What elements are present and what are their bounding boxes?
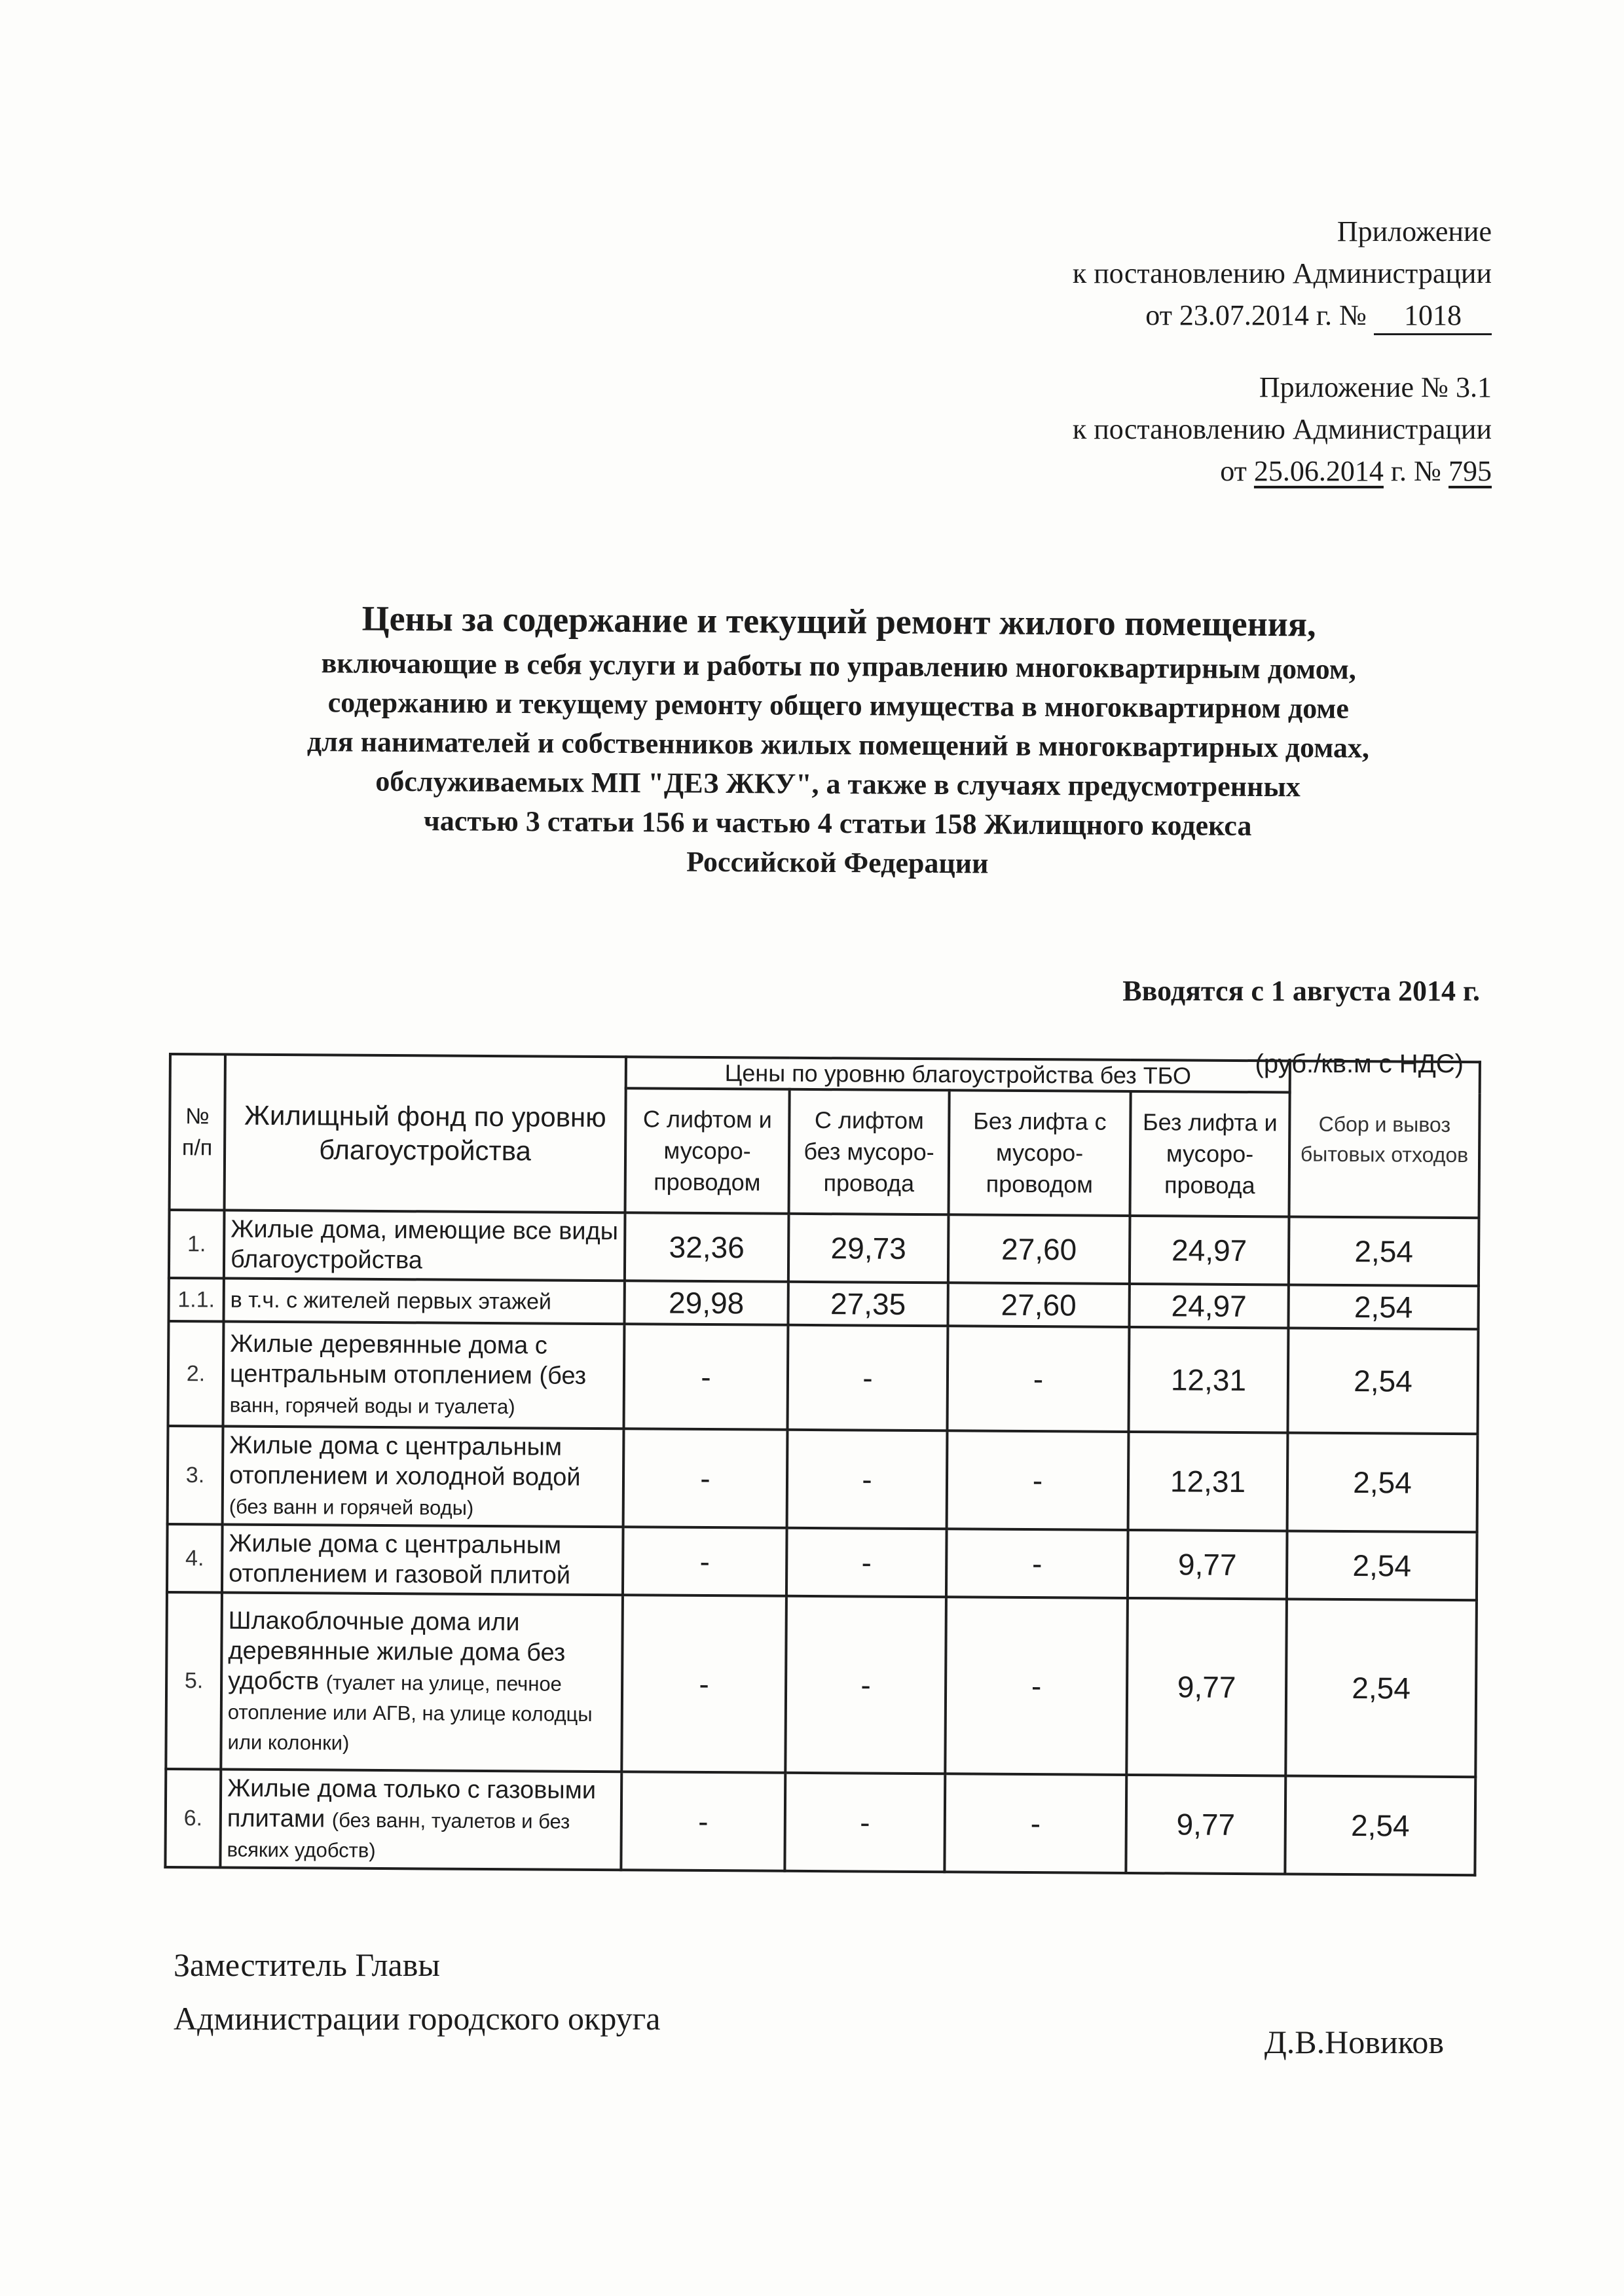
row-desc-note: (без ванн и горячей воды) <box>229 1495 474 1520</box>
row-description <box>224 1211 625 1281</box>
header-col-no-lift-no-chute: Без лифта и мусоро-провода <box>1130 1091 1290 1216</box>
row-description <box>221 1593 623 1772</box>
appendix-2-number: 795 <box>1449 455 1492 487</box>
appendix-1-block <box>1073 211 1492 337</box>
price-lift-chute: - <box>623 1429 788 1528</box>
price-lift-chute: - <box>621 1595 786 1773</box>
signature-position <box>174 1938 660 2045</box>
table-row <box>165 1769 1475 1875</box>
row-desc-text: Жилые дома с центральным отоплением и газовой плитой <box>229 1529 571 1590</box>
row-number: 3. <box>168 1426 223 1525</box>
header-num: № п/п <box>170 1054 225 1211</box>
price-no-lift-no-chute: 9,77 <box>1128 1530 1287 1599</box>
price-lift-no-chute: - <box>784 1773 945 1872</box>
row-number: 2. <box>168 1321 224 1427</box>
row-description <box>223 1322 625 1429</box>
row-desc-text: в т.ч. с жителей первых этажей <box>230 1287 552 1315</box>
row-desc-note: (туалет на улице, печное отопление или АГВ, на улице колодцы или колонки) <box>227 1671 593 1755</box>
row-desc-text: Жилые дома только с газовыми плитами <box>227 1774 597 1833</box>
row-number: 1. <box>169 1210 225 1279</box>
appendix-2-prefix: от <box>1220 455 1247 487</box>
appendix-2-date: 25.06.2014 <box>1253 455 1384 487</box>
price-tbo: 2,54 <box>1287 1432 1478 1532</box>
price-tbo: 2,54 <box>1289 1216 1479 1286</box>
row-desc-text: Жилые деревянные дома с центральным отоплением (без <box>229 1330 587 1390</box>
title-line-1: включающие в себя услуги и работы по управлению многоквартирным домом, <box>321 647 1356 685</box>
price-lift-no-chute: - <box>787 1430 948 1529</box>
header-housing: Жилищный фонд по уровню благоустройства <box>225 1055 626 1213</box>
table-header-row-1 <box>170 1054 1480 1093</box>
appendix-2-block <box>1073 367 1492 492</box>
row-description <box>223 1279 624 1324</box>
table-row <box>166 1592 1477 1777</box>
price-lift-chute: 29,98 <box>624 1281 788 1325</box>
price-lift-chute: - <box>621 1772 785 1871</box>
price-lift-no-chute: - <box>786 1528 947 1597</box>
price-no-lift-no-chute: 9,77 <box>1126 1775 1285 1874</box>
table-row <box>168 1321 1479 1434</box>
price-tbo: 2,54 <box>1288 1285 1478 1329</box>
row-description <box>223 1427 624 1527</box>
appendix-2-title: Приложение № 3.1 <box>1259 371 1492 403</box>
row-desc-note: (без ванн, туалетов и без всяких удобств) <box>227 1808 570 1862</box>
price-tbo: 2,54 <box>1285 1776 1475 1875</box>
header-tbo: Сбор и вывоз бытовых отходов <box>1289 1061 1480 1218</box>
appendix-1-date-line <box>1073 295 1492 337</box>
header-col-no-lift-chute: Без лифта с мусоро-проводом <box>949 1090 1131 1216</box>
appendix-2-mid: г. № <box>1390 455 1441 487</box>
appendix-2-date-line <box>1073 450 1492 492</box>
title-line-4: обслуживаемых МП "ДЕЗ ЖКУ", а также в случаях предусмотренных <box>375 765 1301 803</box>
price-lift-no-chute: 29,73 <box>788 1214 949 1283</box>
row-number: 5. <box>166 1592 222 1770</box>
appendix-1-number: 1018 <box>1374 298 1492 335</box>
price-no-lift-chute: - <box>945 1597 1128 1775</box>
document-title <box>196 592 1481 886</box>
appendix-1-decree: к постановлению Администрации <box>1072 257 1492 289</box>
price-lift-no-chute: - <box>788 1325 948 1430</box>
title-line-3: для нанимателей и собственников жилых помещений в многоквартирных домах, <box>306 725 1370 764</box>
price-lift-no-chute: 27,35 <box>788 1282 948 1326</box>
appendix-1-date: от 23.07.2014 г. № <box>1145 299 1367 331</box>
price-no-lift-chute: - <box>947 1430 1129 1530</box>
price-no-lift-chute: 27,60 <box>948 1214 1130 1284</box>
row-desc-text: Жилые дома, имеющие все виды благоустройства <box>230 1215 619 1275</box>
price-no-lift-chute: - <box>947 1326 1129 1432</box>
header-price-group: Цены по уровню благоустройства без ТБО <box>626 1057 1290 1092</box>
row-number: 6. <box>165 1769 221 1868</box>
header-col-lift-no-chute: С лифтом без мусоро-провода <box>789 1089 950 1214</box>
row-description <box>222 1525 623 1595</box>
price-table <box>164 1053 1481 1876</box>
table-row <box>169 1210 1479 1286</box>
price-no-lift-no-chute: 12,31 <box>1128 1432 1288 1531</box>
title-line-5: частью 3 статьи 156 и частью 4 статьи 158 Жилищного кодекса <box>423 805 1252 842</box>
row-desc-text: Жилые дома с центральным отоплением и холодной водой <box>229 1431 581 1491</box>
row-number: 4. <box>167 1524 223 1593</box>
price-lift-chute: - <box>623 1527 787 1596</box>
row-description <box>220 1770 621 1870</box>
title-main: Цены за содержание и текущий ремонт жилого помещения, <box>361 598 1316 644</box>
price-tbo: 2,54 <box>1287 1531 1477 1600</box>
effective-date: Вводятся с 1 августа 2014 г. <box>1122 975 1480 1007</box>
signer-name: Д.В.Новиков <box>1264 2024 1444 2060</box>
row-desc-note: ванн, горячей воды и туалета) <box>229 1393 515 1419</box>
price-no-lift-chute: 27,60 <box>948 1283 1129 1327</box>
title-line-2: содержанию и текущему ремонту общего имущества в многоквартирном доме <box>327 686 1350 725</box>
row-number: 1.1. <box>168 1278 223 1322</box>
price-no-lift-no-chute: 9,77 <box>1126 1598 1287 1776</box>
appendix-2-decree: к постановлению Администрации <box>1072 413 1492 445</box>
price-lift-chute: 32,36 <box>625 1212 789 1282</box>
table-row <box>167 1524 1477 1600</box>
header-col-lift-chute: С лифтом и мусоро-проводом <box>625 1088 790 1214</box>
price-tbo: 2,54 <box>1285 1599 1477 1777</box>
units-note: (руб./кв.м с НДС) <box>1255 1049 1464 1078</box>
row-desc-text: Шлакоблочные дома или деревянные жилые дома без удобств <box>228 1607 566 1696</box>
price-no-lift-no-chute: 24,97 <box>1130 1216 1289 1285</box>
signature-position-line-1: Заместитель Главы <box>174 1946 440 1983</box>
title-line-6: Российской Федерации <box>686 845 989 880</box>
price-lift-no-chute: - <box>785 1596 946 1774</box>
price-no-lift-chute: - <box>944 1774 1126 1873</box>
price-no-lift-chute: - <box>946 1529 1128 1598</box>
signature-position-line-2: Администрации городского округа <box>174 2000 661 2037</box>
price-no-lift-no-chute: 24,97 <box>1129 1284 1288 1328</box>
table-row <box>168 1278 1478 1329</box>
price-lift-chute: - <box>624 1324 788 1430</box>
table-row <box>168 1426 1478 1532</box>
price-tbo: 2,54 <box>1288 1328 1479 1434</box>
price-no-lift-no-chute: 12,31 <box>1128 1327 1288 1432</box>
appendix-1-title: Приложение <box>1337 215 1492 247</box>
